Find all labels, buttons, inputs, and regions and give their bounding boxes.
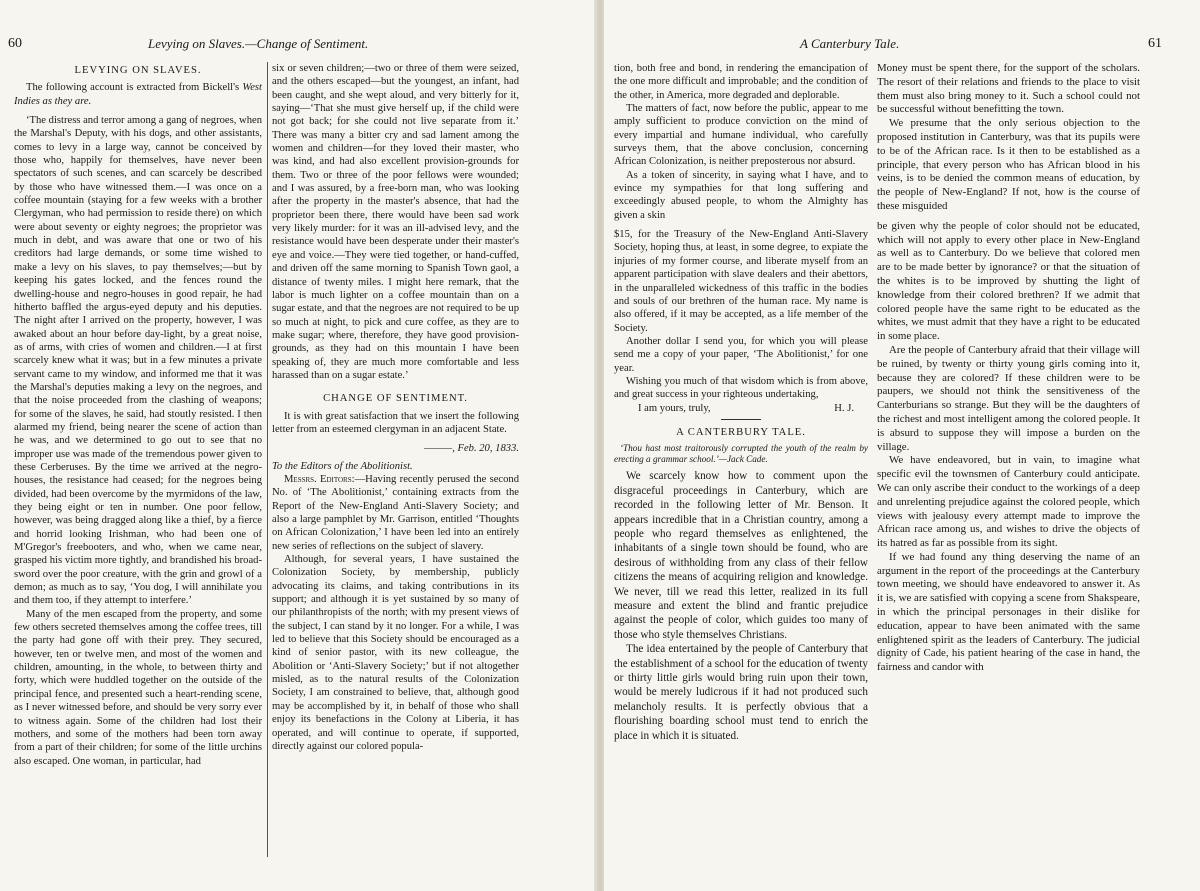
initials: H. J. (834, 402, 854, 414)
body-paragraph: We presume that the only serious objection to the proposed institution in Canterbury, was that its pupils were to be of the African race. Is it then to be established as a principle, that every person who has African blood in his veins, is to be denied the common means of education, by the people of New-England? If not, how is the course of these misguided (877, 117, 1140, 212)
body-paragraph: It is with great satisfaction that we insert the following letter from an esteemed clergyman in an adjacent State. (272, 410, 519, 435)
section-divider (721, 419, 761, 420)
right-column-2 (877, 62, 1140, 675)
body-paragraph: Are the people of Canterbury afraid that their village will be ruined, by twenty or thirty young girls coming into it, because they are colored? If these children were to be paupers, we should not think the sensitiveness of the Canterburians so strange. But they will be the daughters of the richest and most intelligent among the colored people. It is absurd to suppose they will impose a burden on the village. (877, 343, 1140, 453)
intro-paragraph (14, 81, 262, 108)
body-paragraph: Another dollar I send you, for which you will please send me a copy of your paper, ‘The Abolitionist,’ for one year. (614, 335, 868, 374)
body-paragraph: We have endeavored, but in vain, to imagine what specific evil the townsmen of Canterbury could anticipate. We can only ascribe their conduct to the workings of a deep and unrelenting prejudice against the colored people, which views with jealousy every attempt made to improve the African race among us, and wishes to drive the objects of its hatred as far as possible from its sight. (877, 454, 1140, 550)
body-paragraph: $15, for the Treasury of the New-England Anti-Slavery Society, hoping thus, at least, in some degree, to expiate the injuries of my former course, and liberate myself from an apparent participation with slave dealers and their abettors, in the unparalleled wickedness of this traffic in the bodies and souls of our brethren of the human race. My name is also offered, if it may be accepted, as a life member of the Society. (614, 229, 868, 334)
body-paragraph: six or seven children;—two or three of them were seized, and the others escaped—but the youngest, an infant, had been caught, and she wept aloud, and very bitterly for it, saying—‘That she must give herself up, if the child were not got back; for she could not live separate from it.’ There was many a bitter cry and sad lament among the women and children—for they loved their master, who was kind, and had also excellent provision-grounds for them. Two or three of the poor fellows were wounded; and I was assured, by a free-born man, who was looking after the property in the master's absence, that had the proprietor been there, there would have been sad work very likely murder: for it was an ill-advised levy, and the resistance would have been desperate under their master's eye and voice.—They were tied together, or hand-cuffed, and driven off the same morning to Spanish Town gaol, a distance of twenty miles. I might here remark, that the labor is much lighter on a coffee mountain than on a sugar estate, and that the negroes are not required to be up so much at night, to pick and cure coffee, as they are to make sugar; where, therefore, they have good provision-grounds, as they had on this mountain I have been speaking of, they are much more comfortable and less harassed than on a sugar estate.’ (272, 63, 519, 381)
page-number-left: 60 (8, 36, 22, 51)
right-column-1 (614, 62, 868, 743)
left-column-2 (272, 62, 519, 753)
left-column-1 (14, 62, 262, 768)
signature-line (614, 402, 868, 415)
running-title-left: Levying on Slaves.—Change of Sentiment. (148, 36, 369, 51)
epigraph: ‘Thou hast most traitorously corrupted the youth of the realm by erecting a grammar school.’—Jack Cade. (614, 443, 868, 465)
body-paragraph: Many of the men escaped from the property, and some few others secreted themselves among the coffee trees, till the party had gone off with their prey. They secured, however, ten or twelve men, and most of the women and children, amounting, in the whole, to between thirty and forty, which were huddled together on the outside of the principal fence, and presented such a heart-rending scene, as I never witnessed before, and should be very sorry ever to witness again. Some of the children had lost their mothers, and some of the mothers had been torn away from a part of their children; for some of the little urchins also escaped. One woman, in particular, had (14, 608, 262, 767)
body-paragraph: tion, both free and bond, in rendering the emancipation of the one more difficult and improbable; and the condition of the other, in America, more degraded and deplorable. (614, 63, 868, 101)
body-paragraph: As a token of sincerity, in saying what I have, and to evince my sympathies for that long suffering and exceedingly abused people, to whom the Almighty has given a skin (614, 169, 868, 221)
section-heading: LEVYING ON SLAVES. (74, 65, 202, 76)
body-paragraph: Money must be spent there, for the support of the scholars. The resort of their relations and friends to the place to visit them must also bring money to it. Such a school could not be successful without benefitting the town. (877, 62, 1140, 116)
body-paragraph: be given why the people of color should not be educated, which will not apply to every other place in New-England as well as to Canterbury. Do we believe that colored men are to be made better by ignorance? or that the situation of the whites is to be improved by shutting the light of knowledge from their colored brethren? If we admit that colored people have the same right to be educated as the whites, we must admit that they have a right to be educated in some place. (877, 219, 1140, 343)
body-paragraph: ‘The distress and terror among a gang of negroes, when the Marshal's Deputy, with his dogs, and other assistants, comes to levy in a large way, cannot be conceived by those who, happily for themselves, have never been spectators of such scenes, and can scarcely be described by those who have witnessed them.—I was once on a coffee mountain (staying for a few weeks with a brother Clergyman, who had permission to reside there) on which were about seventy or eighty negroes; the proprietor was much in debt, and was aware that one or two of his creditors had large demands, or some time wished to make a levy on his slaves, to pay themselves;—but by keeping his gates locked, and the fences round the dwelling-house and negro-houses in good repair, he had hitherto baffled the argus-eyed deputy and his deputies. The night after I arrived on the property, however, I was awaked about an hour before day-light, by a great noise, as of arms, with cries of women and children.—I at first scarcely knew what it was; but in a few minutes a private servant came to my window, and informed me that it was the Marshal's deputies making a levy on the negroes, and that the noise proceeded from the clashing of weapons; for some of the slaves, he said, had stoutly resisted. I then alarmed my friend, being nearer the scene of action than he was, and we determined to go out to see that no improper use was made of the tremendous power given to these Cerberuses. By the time we arrived at the negro-houses, the resistance had ceased; for the negroes being divided, had been overcome by the myrmidons of the law, they being eight or ten in number. One poor fellow, however, was being dragged along like a thief, by a fierce and horrid looking Irishman, who had been one of M'Gregor's freebooters, and who, when we came near, grasped his victim more tightly, and brandished his broad-sword over the poor creature, with the grin and growl of a demon; as much as to say, ‘You dog, I will annihilate you and them too, if they attempt to interfere.’ (14, 115, 262, 607)
right-page (604, 0, 1200, 891)
body-paragraph: The idea entertained by the people of Canterbury that the establishment of a school for the education of twenty or thirty little girls would bring ruin upon their town, would be merely ludicrous if it had not produced such melancholy results. It is perfectly obvious that a flourishing boarding school must tend to enrich the place in which it is situated. (614, 643, 868, 742)
running-title-right: A Canterbury Tale. (800, 36, 900, 51)
letter-date: ———, Feb. 20, 1833. (423, 443, 519, 455)
letter-address: To the Editors of the Abolitionist. (272, 460, 413, 472)
section-heading: A CANTERBURY TALE. (676, 426, 806, 438)
column-rule (267, 62, 268, 857)
body-paragraph: Wishing you much of that wisdom which is from above, and great success in your righteous undertaking, (614, 375, 868, 401)
salutation: Messrs. Editors: (284, 473, 355, 485)
body-paragraph: We scarcely know how to comment upon the disgraceful proceedings in Canterbury, which are recorded in the following letter of Mr. Benson. It appears incredible that in a Christian country, among a people who regard themselves as enlightened, the inhabitants of a single town should be found, who are desirous of withholding from any class of their fellow citizens the means of acquiring religion and knowledge. We never, till we read this letter, realized in its full measure and extent the blind and frantic prejudice against the people of color, which guides too many of those who style themselves Christians. (614, 470, 868, 641)
section-heading: CHANGE OF SENTIMENT. (323, 393, 468, 405)
body-paragraph: If we had found any thing deserving the name of an argument in the report of the proceedings at the Canterbury town meeting, we should have endeavored to answer it. As it is, we are satisfied with copying a scene from Shakspeare, in which the principal personages in their dislike for education, appear to have been animated with the same enlightened spirit as the leaders of Canterbury. The judicial dignity of Cade, his patient hearing of the case in hand, the fairness and candor with (877, 550, 1140, 674)
closing: I am yours, truly, (638, 402, 711, 414)
body-paragraph: Although, for several years, I have sustained the Colonization Society, by membership, publicly advocating its claims, and taking contributions in its support; and although it is yet sustained by so many of our philanthropists of the north; with my present views of the subject, I can stand by it no longer. For a while, I was led to believe that this Society should be encouraged as a kind of senior pastor, with its new colleague, the Abolition or ‘Anti-Slavery Society;’ but if not altogether misled, as to the natural results of the Colonization Society, I am constrained to believe, that, although good may be accomplished by it, in behalf of those who shall enjoy its benefactions in the Colony at Liberia, it has operated, and will continue to operate, if supported, directly against our colored popula- (272, 554, 519, 752)
book-title: West Indies as they are. (14, 82, 262, 107)
page-number-right: 61 (1148, 36, 1162, 51)
letter-text: —Having recently perused the second No. of ‘The Abolitionist,’ containing extracts from the Report of the New-England Anti-Slavery Society; and also a large pamphlet by Mr. Garrison, entitled ‘Thoughts on African Colonization,’ I have been led into an entirely new series of reflections on the subject of slavery. (272, 473, 519, 552)
body-paragraph: The matters of fact, now before the public, appear to me amply sufficient to produce conviction on the mind of every impartial and humane individual, who carefully surveys them, that the above conclusion, concerning African Colonization, is neither preposterous nor absurd. (614, 103, 868, 168)
body-paragraph (272, 473, 519, 553)
intro-text: The following account is extracted from Bickell's (26, 82, 243, 94)
left-page (0, 0, 596, 891)
